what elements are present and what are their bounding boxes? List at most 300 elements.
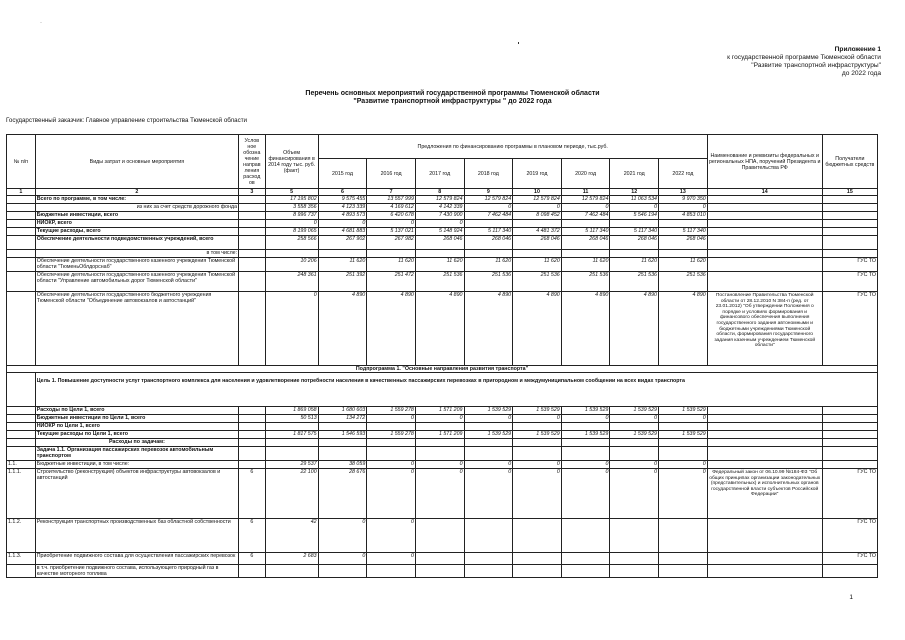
row-value (610, 439, 659, 447)
table-row (7, 212, 878, 220)
row-value: 1 680 603 (318, 407, 367, 415)
row-value (561, 565, 610, 578)
table-row (7, 439, 878, 447)
col-number: 1 (7, 189, 36, 196)
row-recipient (822, 228, 877, 236)
row-value: 1 539 529 (561, 431, 610, 439)
row-act (707, 204, 822, 212)
row-value (561, 447, 610, 461)
col-number: 5 (265, 189, 318, 196)
row-value (513, 250, 562, 258)
row-name: Расходы по Цели 1, всего (35, 407, 238, 415)
row-value (513, 439, 562, 447)
row-code (239, 439, 266, 447)
row-name: в том числе: (35, 250, 238, 258)
row-value: 0 (265, 220, 318, 228)
table-row (7, 250, 878, 258)
row-value: 0 (561, 469, 610, 519)
row-value: 1 539 529 (513, 431, 562, 439)
row-value (415, 423, 464, 431)
row-value: 1 539 529 (464, 407, 513, 415)
row-value: 1 539 529 (561, 407, 610, 415)
row-value: 4 123 339 (318, 204, 367, 212)
table-row (7, 469, 878, 519)
row-value: 0 (318, 553, 367, 565)
row-value: 11 620 (561, 258, 610, 272)
row-value: 251 536 (610, 272, 659, 292)
row-value: 0 (367, 469, 416, 519)
appendix-title: Приложение 1 (834, 46, 881, 53)
row-recipient (822, 439, 877, 447)
table-row (7, 519, 878, 553)
row-name: Обеспечение деятельности государственного казенного учреждения Тюменской области "ТюменьОблдорснаб" (35, 258, 238, 272)
scan-mark: · (40, 20, 42, 26)
row-value: 0 (513, 469, 562, 519)
table-row (7, 373, 878, 407)
row-value: 1 539 529 (610, 407, 659, 415)
row-act (707, 565, 822, 578)
row-value (561, 220, 610, 228)
row-value (265, 447, 318, 461)
row-code (239, 220, 266, 228)
row-value: 42 (265, 519, 318, 553)
row-act (707, 553, 822, 565)
row-act: Федеральный закон от 06.10.99 №184-ФЗ "Об общих принципах организации законодательных (представительных) и исполнительных органов государственной власти субъектов Российской Федерации" (707, 469, 822, 519)
row-recipient: ГУС ТО (822, 272, 877, 292)
table-row (7, 292, 878, 366)
row-value: 8 098 452 (513, 212, 562, 220)
row-value (415, 553, 464, 565)
col-year: 2018 год (464, 159, 513, 189)
table-row (7, 415, 878, 423)
row-value: 248 361 (265, 272, 318, 292)
col-number: 11 (561, 189, 610, 196)
row-value: 5 117 340 (610, 228, 659, 236)
row-value: 0 (659, 415, 708, 423)
row-number: 1.1.1. (7, 469, 36, 519)
state-customer: Государственный заказчик: Главное управление строительства Тюменской области (6, 117, 247, 124)
row-value: 7 430 900 (415, 212, 464, 220)
row-act (707, 220, 822, 228)
appendix-line: к государственной программе Тюменской области (727, 54, 881, 62)
col-year: 2022 год (659, 159, 708, 189)
row-value: 4 890 (561, 292, 610, 366)
col-year: 2016 год (367, 159, 416, 189)
row-recipient (822, 212, 877, 220)
row-value: 1 539 529 (464, 431, 513, 439)
row-value: 267 982 (367, 236, 416, 250)
col-number: 9 (464, 189, 513, 196)
col-number: 3 (239, 189, 266, 196)
row-value: 12 579 824 (464, 196, 513, 204)
row-value (659, 250, 708, 258)
row-value (513, 565, 562, 578)
row-name: из них за счет средств дорожного фонда (35, 204, 238, 212)
col-number: 7 (367, 189, 416, 196)
row-value: 0 (513, 415, 562, 423)
row-value (659, 519, 708, 553)
row-value: 0 (367, 553, 416, 565)
row-code (239, 250, 266, 258)
row-act (707, 272, 822, 292)
row-number (7, 196, 36, 204)
row-number (7, 220, 36, 228)
row-value: 0 (415, 415, 464, 423)
row-value: 11 063 534 (610, 196, 659, 204)
row-value (318, 447, 367, 461)
row-value: 11 620 (610, 258, 659, 272)
row-value: 4 890 (367, 292, 416, 366)
table-row (7, 407, 878, 415)
table-row (7, 236, 878, 250)
row-value: 0 (561, 204, 610, 212)
row-name: Бюджетные инвестиции по Цели 1, всего (35, 415, 238, 423)
document-title (0, 90, 905, 107)
row-value: 0 (561, 415, 610, 423)
row-value: 11 620 (367, 258, 416, 272)
row-name: в т.ч. приобретение подвижного состава, использующего природный газ в качестве моторного топлива (35, 565, 238, 578)
row-value (318, 565, 367, 578)
row-value: 0 (265, 292, 318, 366)
row-name: НИОКР, всего (35, 220, 238, 228)
col-number: 13 (659, 189, 708, 196)
row-value: 5 148 924 (415, 228, 464, 236)
row-value: 5 117 340 (464, 228, 513, 236)
row-recipient: ГУС ТО (822, 469, 877, 519)
row-value: 4 681 883 (318, 228, 367, 236)
row-value (415, 447, 464, 461)
row-value (610, 447, 659, 461)
row-value (464, 439, 513, 447)
row-value: 13 557 999 (367, 196, 416, 204)
row-value: 38 059 (318, 461, 367, 469)
row-recipient (822, 423, 877, 431)
row-value (367, 439, 416, 447)
row-code (239, 565, 266, 578)
goal-title: Цель 1. Повышение доступности услуг транспортного комплекса для населения и удовлетворение потребности населения в качественных пассажирских перевозках в пригородном и междумуниципальном сообщении на всех видах транспорта (35, 373, 877, 407)
row-act: Постановление Правительства Тюменской области от 28.12.2010 N 384-п (ред. от 23.01.2012) "Об утверждении Положения о порядке и условиях формирования и финансового обеспечения выполнения государственного задания автономными и бюджетными учреждениями Тюменской области, формирования государственного задания казенным учреждением Тюменской области" (707, 292, 822, 366)
row-name: Бюджетные инвестиции, в том числе: (35, 461, 238, 469)
col-acts: Наименование и реквизиты федеральных и региональных НПА, поручений Президента и Правительства РФ (707, 135, 822, 189)
table-row (7, 461, 878, 469)
row-act (707, 447, 822, 461)
row-value (659, 553, 708, 565)
row-value: 4 893 573 (318, 212, 367, 220)
row-value: 0 (318, 519, 367, 553)
row-value: 0 (659, 204, 708, 212)
row-recipient: ГУС ТО (822, 519, 877, 553)
table-row (7, 553, 878, 565)
row-value: 251 536 (659, 272, 708, 292)
row-value: 268 046 (513, 236, 562, 250)
row-value: 0 (561, 461, 610, 469)
col-number: 10 (513, 189, 562, 196)
row-value: 1 539 529 (513, 407, 562, 415)
table-row (7, 196, 878, 204)
row-value: 0 (367, 415, 416, 423)
row-value (561, 553, 610, 565)
row-name: Реконструкция транспортных производственных баз областной собственности (35, 519, 238, 553)
table-row (7, 272, 878, 292)
row-value: 10 206 (265, 258, 318, 272)
col-number: 12 (610, 189, 659, 196)
row-number: 1.1.3. (7, 553, 36, 565)
row-value (265, 565, 318, 578)
row-act (707, 407, 822, 415)
table-row (7, 447, 878, 461)
row-act (707, 250, 822, 258)
row-value: 268 046 (659, 236, 708, 250)
row-value: 1 571 209 (415, 407, 464, 415)
row-value: 50 513 (265, 415, 318, 423)
row-value: 0 (367, 220, 416, 228)
row-value (415, 519, 464, 553)
row-value: 17 195 802 (265, 196, 318, 204)
row-code (239, 407, 266, 415)
row-value: 29 537 (265, 461, 318, 469)
table-row (7, 228, 878, 236)
row-value: 6 420 678 (367, 212, 416, 220)
row-value (659, 439, 708, 447)
row-value (513, 519, 562, 553)
row-number (7, 407, 36, 415)
row-value: 251 472 (367, 272, 416, 292)
row-name: Текущие расходы по Цели 1, всего (35, 431, 238, 439)
row-recipient (822, 461, 877, 469)
page-number: 1 (849, 594, 853, 601)
row-value (415, 439, 464, 447)
row-recipient (822, 236, 877, 250)
row-value: 268 046 (561, 236, 610, 250)
row-value (367, 423, 416, 431)
row-number (7, 447, 36, 461)
row-value (367, 250, 416, 258)
row-recipient: ГУС ТО (822, 258, 877, 272)
row-value: 251 536 (464, 272, 513, 292)
row-value: 2 683 (265, 553, 318, 565)
row-value (513, 553, 562, 565)
row-value: 4 890 (610, 292, 659, 366)
row-value (367, 565, 416, 578)
row-value (318, 423, 367, 431)
row-value: 251 536 (513, 272, 562, 292)
row-value: 4 890 (415, 292, 464, 366)
row-recipient (822, 447, 877, 461)
row-value: 7 462 484 (464, 212, 513, 220)
row-value: 4 890 (659, 292, 708, 366)
col-volume: Объем финансирования в 2014 году тыс. руб. (факт) (265, 135, 318, 189)
row-code: 6 (239, 553, 266, 565)
col-year: 2019 год (513, 159, 562, 189)
row-recipient (822, 196, 877, 204)
row-act (707, 196, 822, 204)
appendix-line: до 2022 года (841, 70, 881, 78)
row-code (239, 292, 266, 366)
row-code (239, 415, 266, 423)
col-year: 2015 год (318, 159, 367, 189)
row-value: 251 536 (561, 272, 610, 292)
row-value (464, 565, 513, 578)
row-number (7, 250, 36, 258)
row-recipient (822, 565, 877, 578)
row-value: 22 100 (265, 469, 318, 519)
row-name: Приобретение подвижного состава для осуществления пассажирских перевозок (35, 553, 238, 565)
row-value: 267 902 (318, 236, 367, 250)
row-name: Обеспечение деятельности государственного бюджетного учреждения Тюменской области "Объединение автовокзалов и автостанций" (35, 292, 238, 366)
row-value (318, 250, 367, 258)
row-value (513, 447, 562, 461)
subprogram-title: Подпрограмма 1. "Основные направления развития транспорта" (7, 366, 878, 373)
scan-dot (518, 42, 519, 44)
row-value: 0 (415, 469, 464, 519)
col-year: 2021 год (610, 159, 659, 189)
row-value: 268 046 (464, 236, 513, 250)
row-value: 8 199 065 (265, 228, 318, 236)
row-value (367, 447, 416, 461)
row-value (659, 447, 708, 461)
row-value: 0 (513, 204, 562, 212)
row-value: 4 169 612 (367, 204, 416, 212)
row-value (464, 423, 513, 431)
row-value: 4 890 (318, 292, 367, 366)
row-value: 1 559 278 (367, 407, 416, 415)
row-code (239, 431, 266, 439)
row-name: Строительство (реконструкция) объектов инфраструктуры автовокзалов и автостанций (35, 469, 238, 519)
row-value: 0 (464, 415, 513, 423)
row-value: 9 575 455 (318, 196, 367, 204)
row-value (415, 250, 464, 258)
row-code (239, 196, 266, 204)
row-code (239, 423, 266, 431)
row-number (7, 439, 36, 447)
row-value: 4 890 (464, 292, 513, 366)
row-value: 3 558 356 (265, 204, 318, 212)
row-number (7, 431, 36, 439)
row-value (513, 220, 562, 228)
row-value (659, 565, 708, 578)
row-value: 251 536 (415, 272, 464, 292)
row-name: Текущие расходы, всего (35, 228, 238, 236)
row-value: 1 869 058 (265, 407, 318, 415)
row-code (239, 236, 266, 250)
col-number: 8 (415, 189, 464, 196)
row-value: 7 462 484 (561, 212, 610, 220)
row-name: Бюджетные инвестиции, всего (35, 212, 238, 220)
row-value: 134 272 (318, 415, 367, 423)
row-value (464, 220, 513, 228)
row-value: 11 620 (415, 258, 464, 272)
col-num: № п/п (7, 135, 36, 189)
row-code: 6 (239, 519, 266, 553)
row-number (7, 415, 36, 423)
row-value: 5 117 340 (561, 228, 610, 236)
row-value (610, 250, 659, 258)
row-value: 11 620 (464, 258, 513, 272)
row-value: 0 (513, 461, 562, 469)
row-name: Расходы по задачам: (35, 439, 238, 447)
row-value: 4 142 339 (415, 204, 464, 212)
row-recipient (822, 415, 877, 423)
row-act (707, 431, 822, 439)
row-value: 1 817 575 (265, 431, 318, 439)
row-code (239, 228, 266, 236)
row-value (464, 250, 513, 258)
row-value: 268 046 (610, 236, 659, 250)
row-number (7, 423, 36, 431)
measures-table (6, 134, 878, 578)
row-value (610, 553, 659, 565)
row-value: 0 (367, 461, 416, 469)
row-value: 0 (318, 220, 367, 228)
row-act (707, 461, 822, 469)
row-value: 5 546 194 (610, 212, 659, 220)
row-number (7, 204, 36, 212)
row-value (513, 423, 562, 431)
row-number (7, 565, 36, 578)
row-act (707, 212, 822, 220)
row-value: 9 970 350 (659, 196, 708, 204)
row-value: 1 559 278 (367, 431, 416, 439)
row-value: 1 539 529 (659, 407, 708, 415)
col-recipients: Получатели бюджетных средств (822, 135, 877, 189)
row-value: 0 (464, 469, 513, 519)
col-number: 14 (707, 189, 822, 196)
row-code (239, 204, 266, 212)
row-value: 0 (610, 469, 659, 519)
row-value (561, 250, 610, 258)
row-value (561, 423, 610, 431)
row-number (7, 258, 36, 272)
appendix-line: "Развитие транспортной инфраструктуры" (751, 62, 881, 70)
row-value: 0 (659, 469, 708, 519)
row-value (318, 439, 367, 447)
row-value (265, 439, 318, 447)
row-number (7, 228, 36, 236)
row-value: 0 (464, 204, 513, 212)
row-act (707, 236, 822, 250)
table-row (7, 258, 878, 272)
row-code (239, 272, 266, 292)
row-code (239, 461, 266, 469)
row-value: 1 539 529 (659, 431, 708, 439)
row-code (239, 447, 266, 461)
row-act (707, 423, 822, 431)
row-value: 0 (610, 461, 659, 469)
row-value (610, 565, 659, 578)
appendix-block (727, 46, 881, 78)
row-act (707, 228, 822, 236)
row-number (7, 272, 36, 292)
row-value (464, 447, 513, 461)
row-number: 1.1. (7, 461, 36, 469)
row-recipient (822, 250, 877, 258)
row-recipient (822, 204, 877, 212)
row-value: 258 566 (265, 236, 318, 250)
title-line: "Развитие транспортной инфраструктуры " до 2022 года (353, 98, 552, 106)
row-name: Обеспечение деятельности государственного казенного учреждения Тюменской области "Управление автомобильных дорог Тюменской области" (35, 272, 238, 292)
row-value: 12 579 824 (415, 196, 464, 204)
col-number: 2 (35, 189, 238, 196)
row-value (610, 220, 659, 228)
row-recipient: ГУС ТО (822, 553, 877, 565)
row-value: 11 620 (513, 258, 562, 272)
row-value: 0 (659, 461, 708, 469)
row-value (659, 220, 708, 228)
row-act (707, 439, 822, 447)
row-value: 4 890 (513, 292, 562, 366)
row-value: 251 392 (318, 272, 367, 292)
row-value: 268 046 (415, 236, 464, 250)
